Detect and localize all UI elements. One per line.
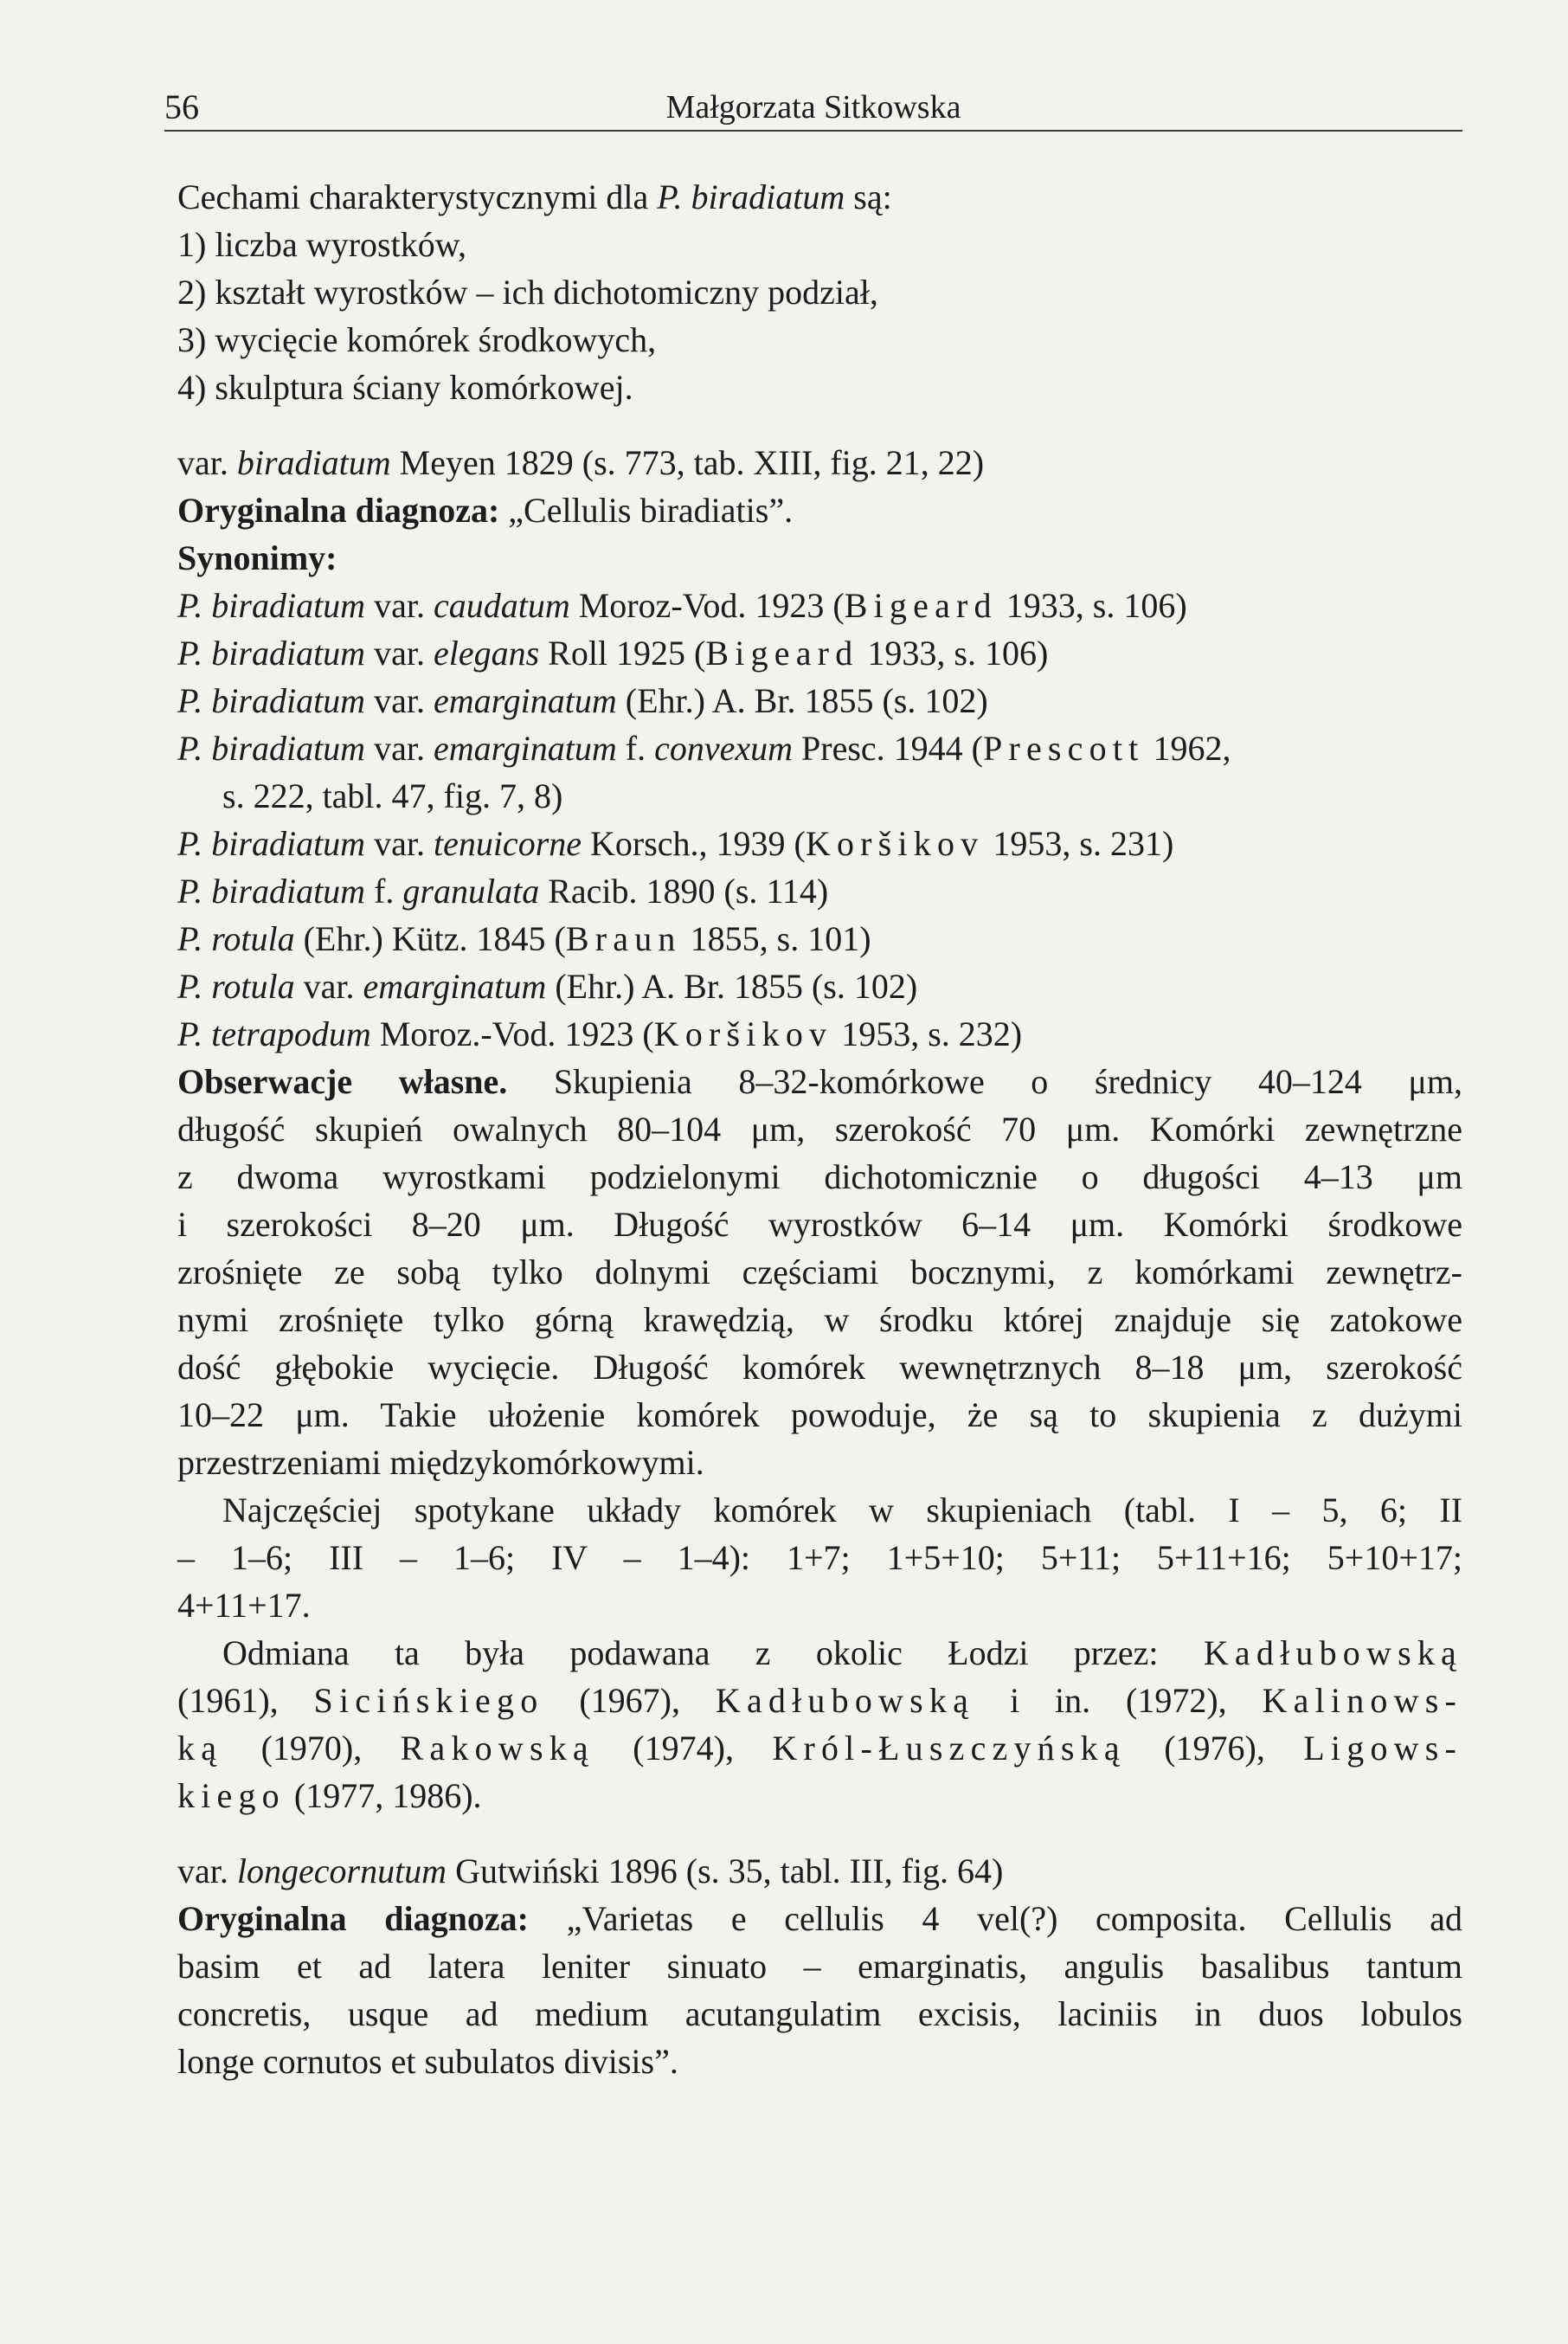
- observations-paragraph-line: dość głębokie wycięcie. Długość komórek wewnętrznych 8–18 μm, szerokość: [177, 1348, 1462, 1387]
- observations-paragraph-line: długość skupień owalnych 80–104 μm, szerokość 70 μm. Komórki zewnętrzne: [177, 1110, 1462, 1149]
- original-diagnosis-line: basim et ad latera leniter sinuato – emarginatis, angulis basalibus tantum: [177, 1947, 1462, 1986]
- synonym-entry: P. rotula (Ehr.) Kütz. 1845 (Braun 1855, s. 101): [177, 919, 871, 958]
- observations-paragraph-line: i szerokości 8–20 μm. Długość wyrostków 6–14 μm. Komórki środkowe: [177, 1205, 1462, 1244]
- original-diagnosis-line: longe cornutos et subulatos divisis”.: [177, 2042, 678, 2081]
- original-diagnosis-line: Oryginalna diagnoza: „Varietas e cellulis 4 vel(?) composita. Cellulis ad: [177, 1899, 1463, 1938]
- page-header: [164, 85, 1462, 132]
- observations-paragraph-line: zrośnięte ze sobą tylko dolnymi częściami bocznymi, z komórkami zewnętrz-: [177, 1252, 1462, 1291]
- variety-heading: var. longecornutum Gutwiński 1896 (s. 35, tabl. III, fig. 64): [177, 1851, 1004, 1890]
- synonym-entry: P. biradiatum var. emarginatum f. convexum Presc. 1944 (Prescott 1962,: [177, 729, 1231, 768]
- synonym-entry: P. biradiatum var. elegans Roll 1925 (Bigeard 1933, s. 106): [177, 634, 1049, 673]
- observations-paragraph-line: Obserwacje własne. Skupienia 8–32-komórkowe o średnicy 40–124 μm,: [177, 1062, 1462, 1101]
- synonym-entry: P. rotula var. emarginatum (Ehr.) A. Br. 1855 (s. 102): [177, 967, 918, 1006]
- original-diagnosis-line: concretis, usque ad medium acutangulatim excisis, laciniis in duos lobulos: [177, 1994, 1462, 2033]
- arrangements-paragraph-line: Najczęściej spotykane układy komórek w skupieniach (tabl. I – 5, 6; II: [222, 1491, 1462, 1529]
- page-body: [177, 173, 1462, 2085]
- arrangements-paragraph-line: 4+11+17.: [177, 1586, 311, 1625]
- localities-paragraph-line: ką (1970), Rakowską (1974), Król-Łuszczyńską (1976), Ligows-: [177, 1729, 1463, 1768]
- observations-paragraph-line: przestrzeniami międzykomórkowymi.: [177, 1443, 704, 1482]
- localities-paragraph-line: Odmiana ta była podawana z okolic Łodzi przez: Kadłubowską: [222, 1633, 1462, 1672]
- variety-heading: var. biradiatum Meyen 1829 (s. 773, tab. XIII, fig. 21, 22): [177, 443, 985, 482]
- synonym-entry: P. biradiatum var. emarginatum (Ehr.) A. Br. 1855 (s. 102): [177, 681, 988, 720]
- characteristic-item: 4) skulptura ściany komórkowej.: [177, 368, 633, 407]
- synonym-entry: P. biradiatum var. tenuicorne Korsch., 1939 (Koršikov 1953, s. 231): [177, 824, 1174, 863]
- synonym-entry: P. biradiatum var. caudatum Moroz-Vod. 1923 (Bigeard 1933, s. 106): [177, 586, 1187, 625]
- page-number: 56: [164, 87, 199, 126]
- observations-paragraph-line: nymi zrośnięte tylko górną krawędzią, w środku której znajduje się zatokowe: [177, 1300, 1462, 1339]
- synonym-entry: P. biradiatum f. granulata Racib. 1890 (s. 114): [177, 872, 829, 911]
- running-head: Małgorzata Sitkowska: [665, 89, 961, 126]
- characteristic-item: 1) liczba wyrostków,: [177, 225, 466, 264]
- characteristics-intro: Cechami charakterystycznymi dla P. biradiatum są:: [177, 177, 892, 216]
- arrangements-paragraph-line: – 1–6; III – 1–6; IV – 1–4): 1+7; 1+5+10; 5+11; 5+11+16; 5+10+17;: [177, 1538, 1462, 1577]
- synonym-entry-continued: s. 222, tabl. 47, fig. 7, 8): [222, 776, 563, 815]
- observations-paragraph-line: 10–22 μm. Takie ułożenie komórek powoduje, że są to skupienia z dużymi: [177, 1395, 1462, 1434]
- synonym-entry: P. tetrapodum Moroz.-Vod. 1923 (Koršikov 1953, s. 232): [177, 1014, 1023, 1053]
- localities-paragraph-line: (1961), Sicińskiego (1967), Kadłubowską i in. (1972), Kalinows-: [177, 1681, 1462, 1720]
- characteristic-item: 2) kształt wyrostków – ich dichotomiczny podział,: [177, 273, 878, 312]
- characteristic-item: 3) wycięcie komórek środkowych,: [177, 320, 657, 359]
- observations-paragraph-line: z dwoma wyrostkami podzielonymi dichotomicznie o długości 4–13 μm: [177, 1157, 1462, 1196]
- original-diagnosis: Oryginalna diagnoza: „Cellulis biradiatis”.: [177, 491, 794, 530]
- localities-paragraph-line: kiego (1977, 1986).: [177, 1776, 482, 1815]
- synonyms-heading: Synonimy:: [177, 538, 337, 577]
